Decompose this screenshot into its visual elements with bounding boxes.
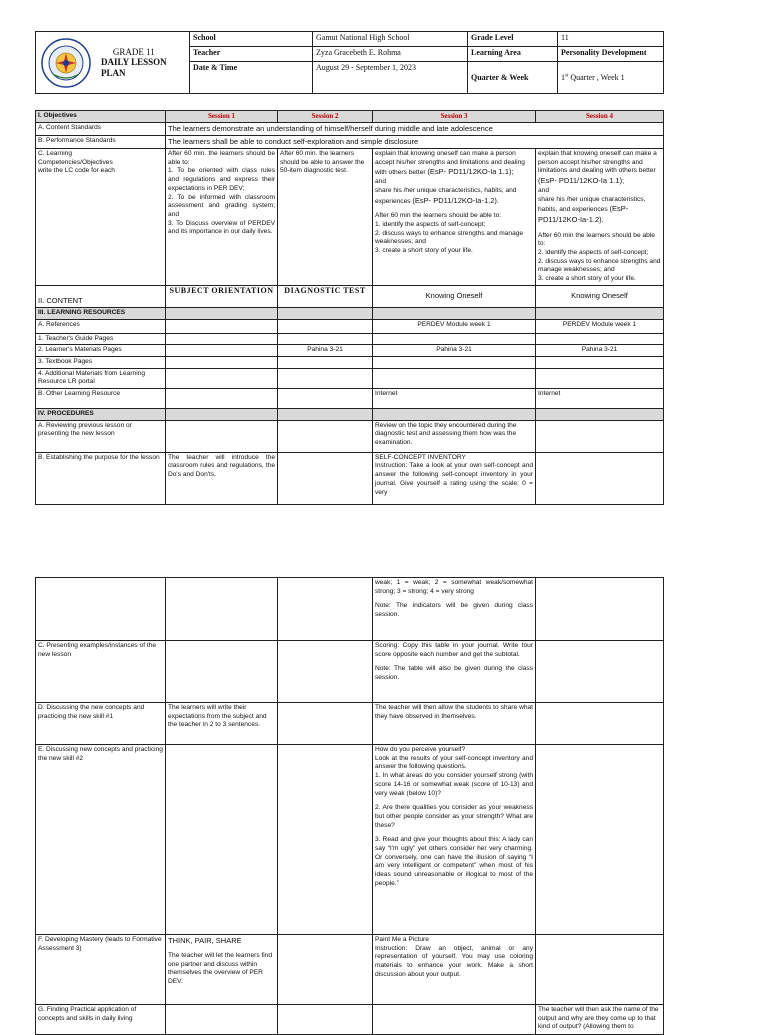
procedure-d-row xyxy=(36,703,664,745)
content-session-2: DIAGNOSTIC TEST xyxy=(278,285,373,307)
competencies-row xyxy=(36,149,664,286)
procedure-e-row xyxy=(36,745,664,935)
date-value: August 29 - September 1, 2023 xyxy=(313,62,468,94)
competencies-label: C. Learning Competencies/Objectives write the LC code for each xyxy=(36,149,166,286)
references-session-3: PERDEV Module week 1 xyxy=(373,319,536,333)
procedure-d-label: D. Discussing the new concepts and practicing the new skill #1 xyxy=(36,703,166,745)
procedure-b-row xyxy=(36,452,664,504)
procedure-b-session-3-continued: weak; 1 = weak; 2 = somewhat weak/somewhat strong; 3 = strong; 4 = very strong Note: The indicators will be given during class session. xyxy=(373,578,536,641)
header-table xyxy=(35,31,664,94)
procedures-heading-row xyxy=(36,409,664,421)
plan-title: DAILY LESSON xyxy=(101,57,167,68)
content-standards-row xyxy=(36,123,664,136)
procedure-b-continued-row xyxy=(36,578,664,641)
procedure-b-session-3: SELF-CONCEPT INVENTORY Instruction: Take a look at your own self-concept and answer the following self-concept inventory in your journal. Give yourself a rating using the scale: 0 = very xyxy=(373,452,536,504)
objectives-heading-row xyxy=(36,111,664,123)
teacher-guide-row xyxy=(36,333,664,345)
procedure-d-session-1: The learners will write their expectations from the subject and the teacher in 2 to 3 sentences. xyxy=(166,703,278,745)
session-4-heading: Session 4 xyxy=(536,111,664,123)
objectives-heading: I. Objectives xyxy=(36,111,166,123)
lesson-plan-page-1 xyxy=(35,31,663,505)
quarter-label: Quarter & Week xyxy=(468,62,558,94)
references-label: A. References xyxy=(36,319,166,333)
session-4-objectives: explain that knowing oneself can make a person accept his/her strengths and limitations and dealing with others better (EsP- PD11/12KO-Ia 1.1); and share his /her unique characteristics, habits, and experiences (EsP- PD11/12KO-Ia-1.2). After 60 min the learners should be able to: 2. identify the aspects of self-concept; 2. discuss ways to enhance strengths and manage weaknesses; and 3. create a short story of your life. xyxy=(536,149,664,286)
procedure-f-session-1: THINK, PAIR, SHARE The teacher will let the learners find one partner and discuss within themselves the overview of PER DEV. xyxy=(166,935,278,1005)
teacher-guide-label: 1. Teacher's Guide Pages xyxy=(36,333,166,345)
session-2-objectives: After 60 min. the learners should be able to answer the 50-item diagnostic test. xyxy=(278,149,373,286)
grade-level-label: Grade Level xyxy=(468,32,558,47)
learner-pages-session-3: Pahina 3-21 xyxy=(373,345,536,357)
textbook-row xyxy=(36,356,664,368)
content-standards-label: A. Content Standards xyxy=(36,123,166,136)
learner-pages-session-4: Pahina 3-21 xyxy=(536,345,664,357)
references-row xyxy=(36,319,664,333)
other-resources-label: B. Other Learning Resource xyxy=(36,389,166,409)
procedure-c-session-3: Scoring: Copy this table in your journal. Write tour score opposite each number and get the subtotal. Note: The table will also be given during the class session. xyxy=(373,641,536,703)
procedure-e-label: E. Discussing new concepts and practicing the new skill #2 xyxy=(36,745,166,935)
procedure-g-session-4: The teacher will then ask the name of the output and why are they come up to that kind of output? (Allowing them to xyxy=(536,1005,664,1035)
grade-level-value: 11 xyxy=(558,32,664,47)
learner-pages-session-2: Pahina 3-21 xyxy=(278,345,373,357)
procedure-e-session-3: How do you perceive yourself? Look at the results of your self-concept inventory and answer the following questions. 1. In what areas do you consider yourself strong (with score 14-16 or somewhat weak (score of 10-13) and very weak (below 10)? 2. Are there qualities you consider as your weakness but other people consider as your strength? What are these? 3. Read and give your thoughts about this: A lady can say “I'm ugly” yet others consider her very charming. Or conversely, one can have the illusion of saying “I am very intelligent or competent” when most of his ideas sound unreasonable or illogical to most of the people.” xyxy=(373,745,536,935)
procedure-c-label: C. Presenting examples/instances of the new lesson xyxy=(36,641,166,703)
procedure-d-session-3: The teacher will then allow the students to share what they have observed in themselves. xyxy=(373,703,536,745)
teacher-label: Teacher xyxy=(190,47,313,62)
session-1-heading: Session 1 xyxy=(166,111,278,123)
session-3-heading: Session 3 xyxy=(373,111,536,123)
learning-area-label: Learning Area xyxy=(468,47,558,62)
content-session-4: Knowing Oneself xyxy=(536,285,664,307)
date-label: Date & Time xyxy=(190,62,313,94)
plan-title-2: PLAN xyxy=(101,67,126,78)
quarter-value: 1st Quarter , Week 1 xyxy=(558,62,664,94)
other-resources-session-4: Internet xyxy=(536,389,664,409)
procedure-f-label: F. Developing Mastery (leads to Formative Assessment 3) xyxy=(36,935,166,1005)
learner-materials-label: 2. Learner's Materials Pages xyxy=(36,345,166,357)
learning-area-value: Personality Development xyxy=(558,47,664,62)
procedure-b-session-1: The teacher will introduce the classroom rules and regulations, the Do's and Don'ts. xyxy=(166,452,278,504)
learner-materials-row xyxy=(36,345,664,357)
textbook-label: 3. Textbook Pages xyxy=(36,356,166,368)
other-resources-session-3: Internet xyxy=(373,389,536,409)
content-label: II. CONTENT xyxy=(36,285,166,307)
deped-seal-icon xyxy=(41,38,91,88)
procedure-a-label: A. Reviewing previous lesson or presenting the new lesson xyxy=(36,420,166,452)
references-session-4: PERDEV Module week 1 xyxy=(536,319,664,333)
additional-materials-label: 4. Additional Materials from Learning Resource LR portal xyxy=(36,368,166,388)
procedure-b-label: B. Establishing the purpose for the lesson xyxy=(36,452,166,504)
performance-standards-label: B. Performance Standards xyxy=(36,136,166,149)
lesson-table-continued xyxy=(35,577,664,1035)
lesson-plan-page-2 xyxy=(35,577,663,1035)
procedure-g-label: G. Finding Practical application of concepts and skills in daily living xyxy=(36,1005,166,1035)
lesson-table xyxy=(35,110,664,505)
teacher-value: Zyza Gracebeth E. Rohma xyxy=(313,47,468,62)
procedure-g-row xyxy=(36,1005,664,1035)
session-1-objectives: After 60 min. the learners should be able to: 1. To be oriented with class rules and regulations and express their expectations in PER DEV; 2. To be informed with classroom assessment and grading system; and 3. To Discuss overview of PERDEV and its importance in our daily lives. xyxy=(166,149,278,286)
content-row xyxy=(36,285,664,307)
procedure-c-row xyxy=(36,641,664,703)
procedure-a-session-3: Review on the topic they encountered during the diagnostic test and assessing them how was the examination. xyxy=(373,420,536,452)
procedure-a-row xyxy=(36,420,664,452)
grade-title: GRADE 11 xyxy=(112,46,155,57)
school-label: School xyxy=(190,32,313,47)
procedures-heading: IV. PROCEDURES xyxy=(36,409,166,421)
performance-standards-text: The learners shall be able to conduct self-exploration and simple disclosure xyxy=(166,136,664,149)
additional-materials-row xyxy=(36,368,664,388)
content-session-3: Knowing Oneself xyxy=(373,285,536,307)
procedure-f-row xyxy=(36,935,664,1005)
school-logo-cell xyxy=(36,32,190,94)
content-session-1: SUBJECT ORIENTATION xyxy=(166,285,278,307)
procedure-f-session-3: Paint Me a Picture Instruction: Draw an object, animal or any representation of yourself. You may use coloring materials to enhance your work. Make a short discussion about your output. xyxy=(373,935,536,1005)
content-standards-text: The learners demonstrate an understanding of himself/herself during middle and late adolescence xyxy=(166,123,664,136)
other-resources-row xyxy=(36,389,664,409)
performance-standards-row xyxy=(36,136,664,149)
session-3-objectives: explain that knowing oneself can make a person accept his/her strengths and limitations and dealing with others better (EsP- PD11/12KO-Ia 1.1); and share his /her unique characteristics, habits, and experiences (EsP- PD11/12KO-Ia-1.2). After 60 min the learners should be able to: 1. identify the aspects of self-concept; 2. discuss ways to enhance strengths and manage weaknesses; and 3. create a short story of your life. xyxy=(373,149,536,286)
resources-heading-row xyxy=(36,307,664,319)
session-2-heading: Session 2 xyxy=(278,111,373,123)
resources-heading: III. LEARNING RESOURCES xyxy=(36,307,166,319)
school-value: Gamut National High School xyxy=(313,32,468,47)
